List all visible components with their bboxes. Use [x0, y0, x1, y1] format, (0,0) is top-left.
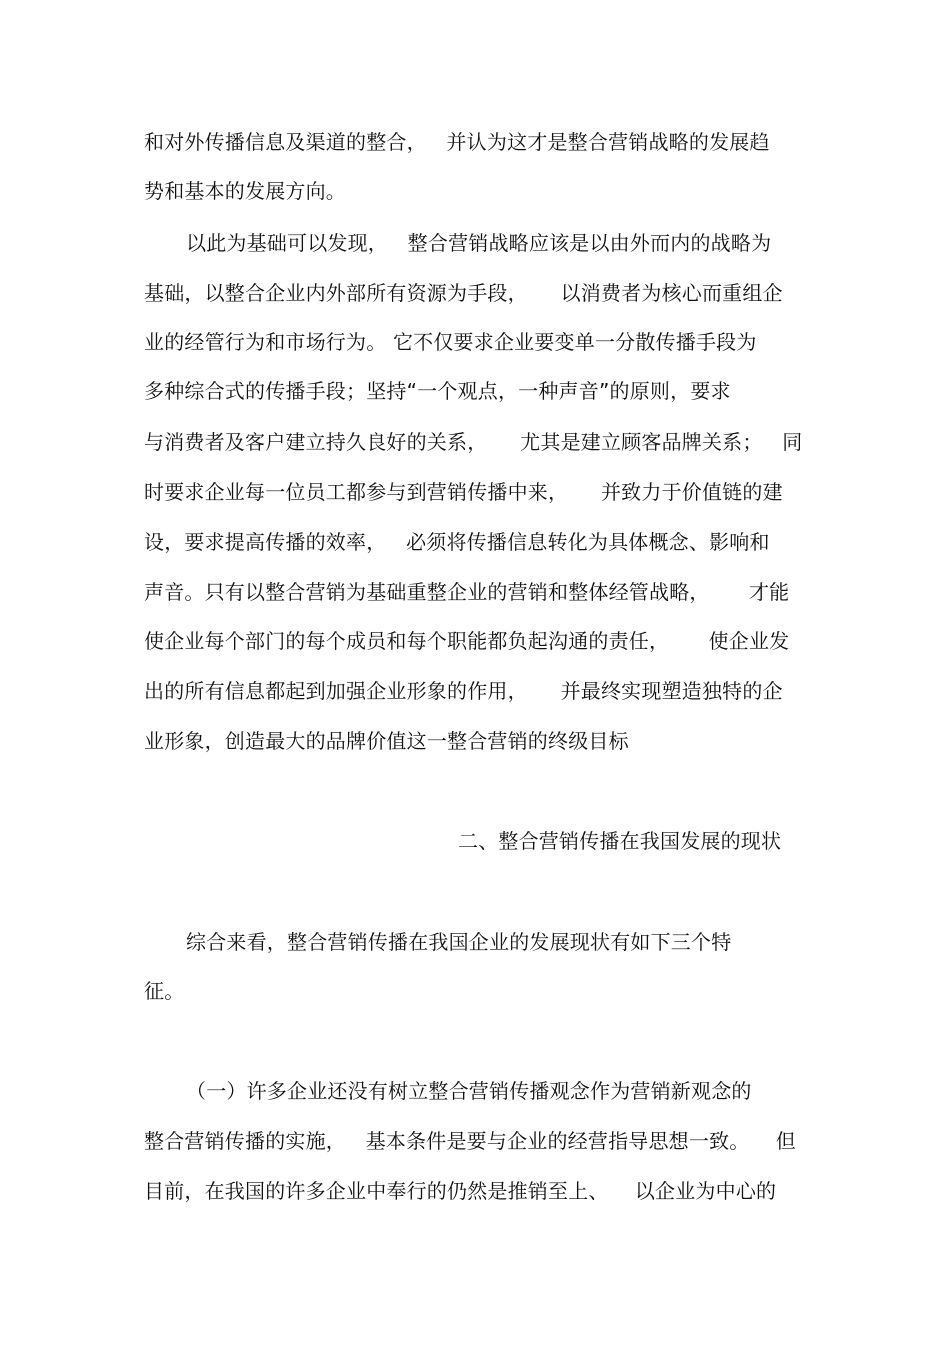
text-line: 设，要求提高传播的效率， 必须将传播信息转化为具体概念、影响和: [144, 530, 770, 554]
section-heading: 二、整合营销传播在我国发展的现状: [458, 829, 782, 853]
text-line: 多种综合式的传播手段；坚持“一个观点，一种声音”的原则，要求: [144, 379, 731, 403]
text-line: 征。: [144, 979, 185, 1003]
text-line: 和对外传播信息及渠道的整合， 并认为这才是整合营销战略的发展趋: [144, 130, 770, 154]
text-line: 整合营销传播的实施， 基本条件是要与企业的经营指导思想一致。 但: [144, 1129, 796, 1153]
text-line: 综合来看，整合营销传播在我国企业的发展现状有如下三个特: [186, 930, 732, 954]
text-line: 以此为基础可以发现， 整合营销战略应该是以由外而内的战略为: [186, 231, 772, 255]
text-line: 业的经管行为和市场行为。 它不仅要求企业要变单一分散传播手段为: [144, 330, 757, 354]
text-line: 目前，在我国的许多企业中奉行的仍然是推销至上、 以企业为中心的: [144, 1179, 777, 1203]
text-line: 声音。只有以整合营销为基础重整企业的营销和整体经管战略， 才能: [144, 580, 790, 604]
text-line: 势和基本的发展方向。: [144, 179, 346, 203]
text-line: 时要求企业每一位员工都参与到营销传播中来， 并致力于价值链的建: [144, 480, 783, 504]
text-line: 业形象，创造最大的品牌价值这一整合营销的终级目标: [144, 729, 629, 753]
text-line: 基础，以整合企业内外部所有资源为手段， 以消费者为核心而重组企: [144, 281, 783, 305]
text-line: （一）许多企业还没有树立整合营销传播观念作为营销新观念的: [186, 1079, 752, 1103]
text-line: 使企业每个部门的每个成员和每个职能都负起沟通的责任， 使企业发: [144, 629, 790, 653]
text-line: 出的所有信息都起到加强企业形象的作用， 并最终实现塑造独特的企: [144, 679, 783, 703]
text-line: 与消费者及客户建立持久良好的关系， 尤其是建立顾客品牌关系； 同: [144, 430, 803, 454]
